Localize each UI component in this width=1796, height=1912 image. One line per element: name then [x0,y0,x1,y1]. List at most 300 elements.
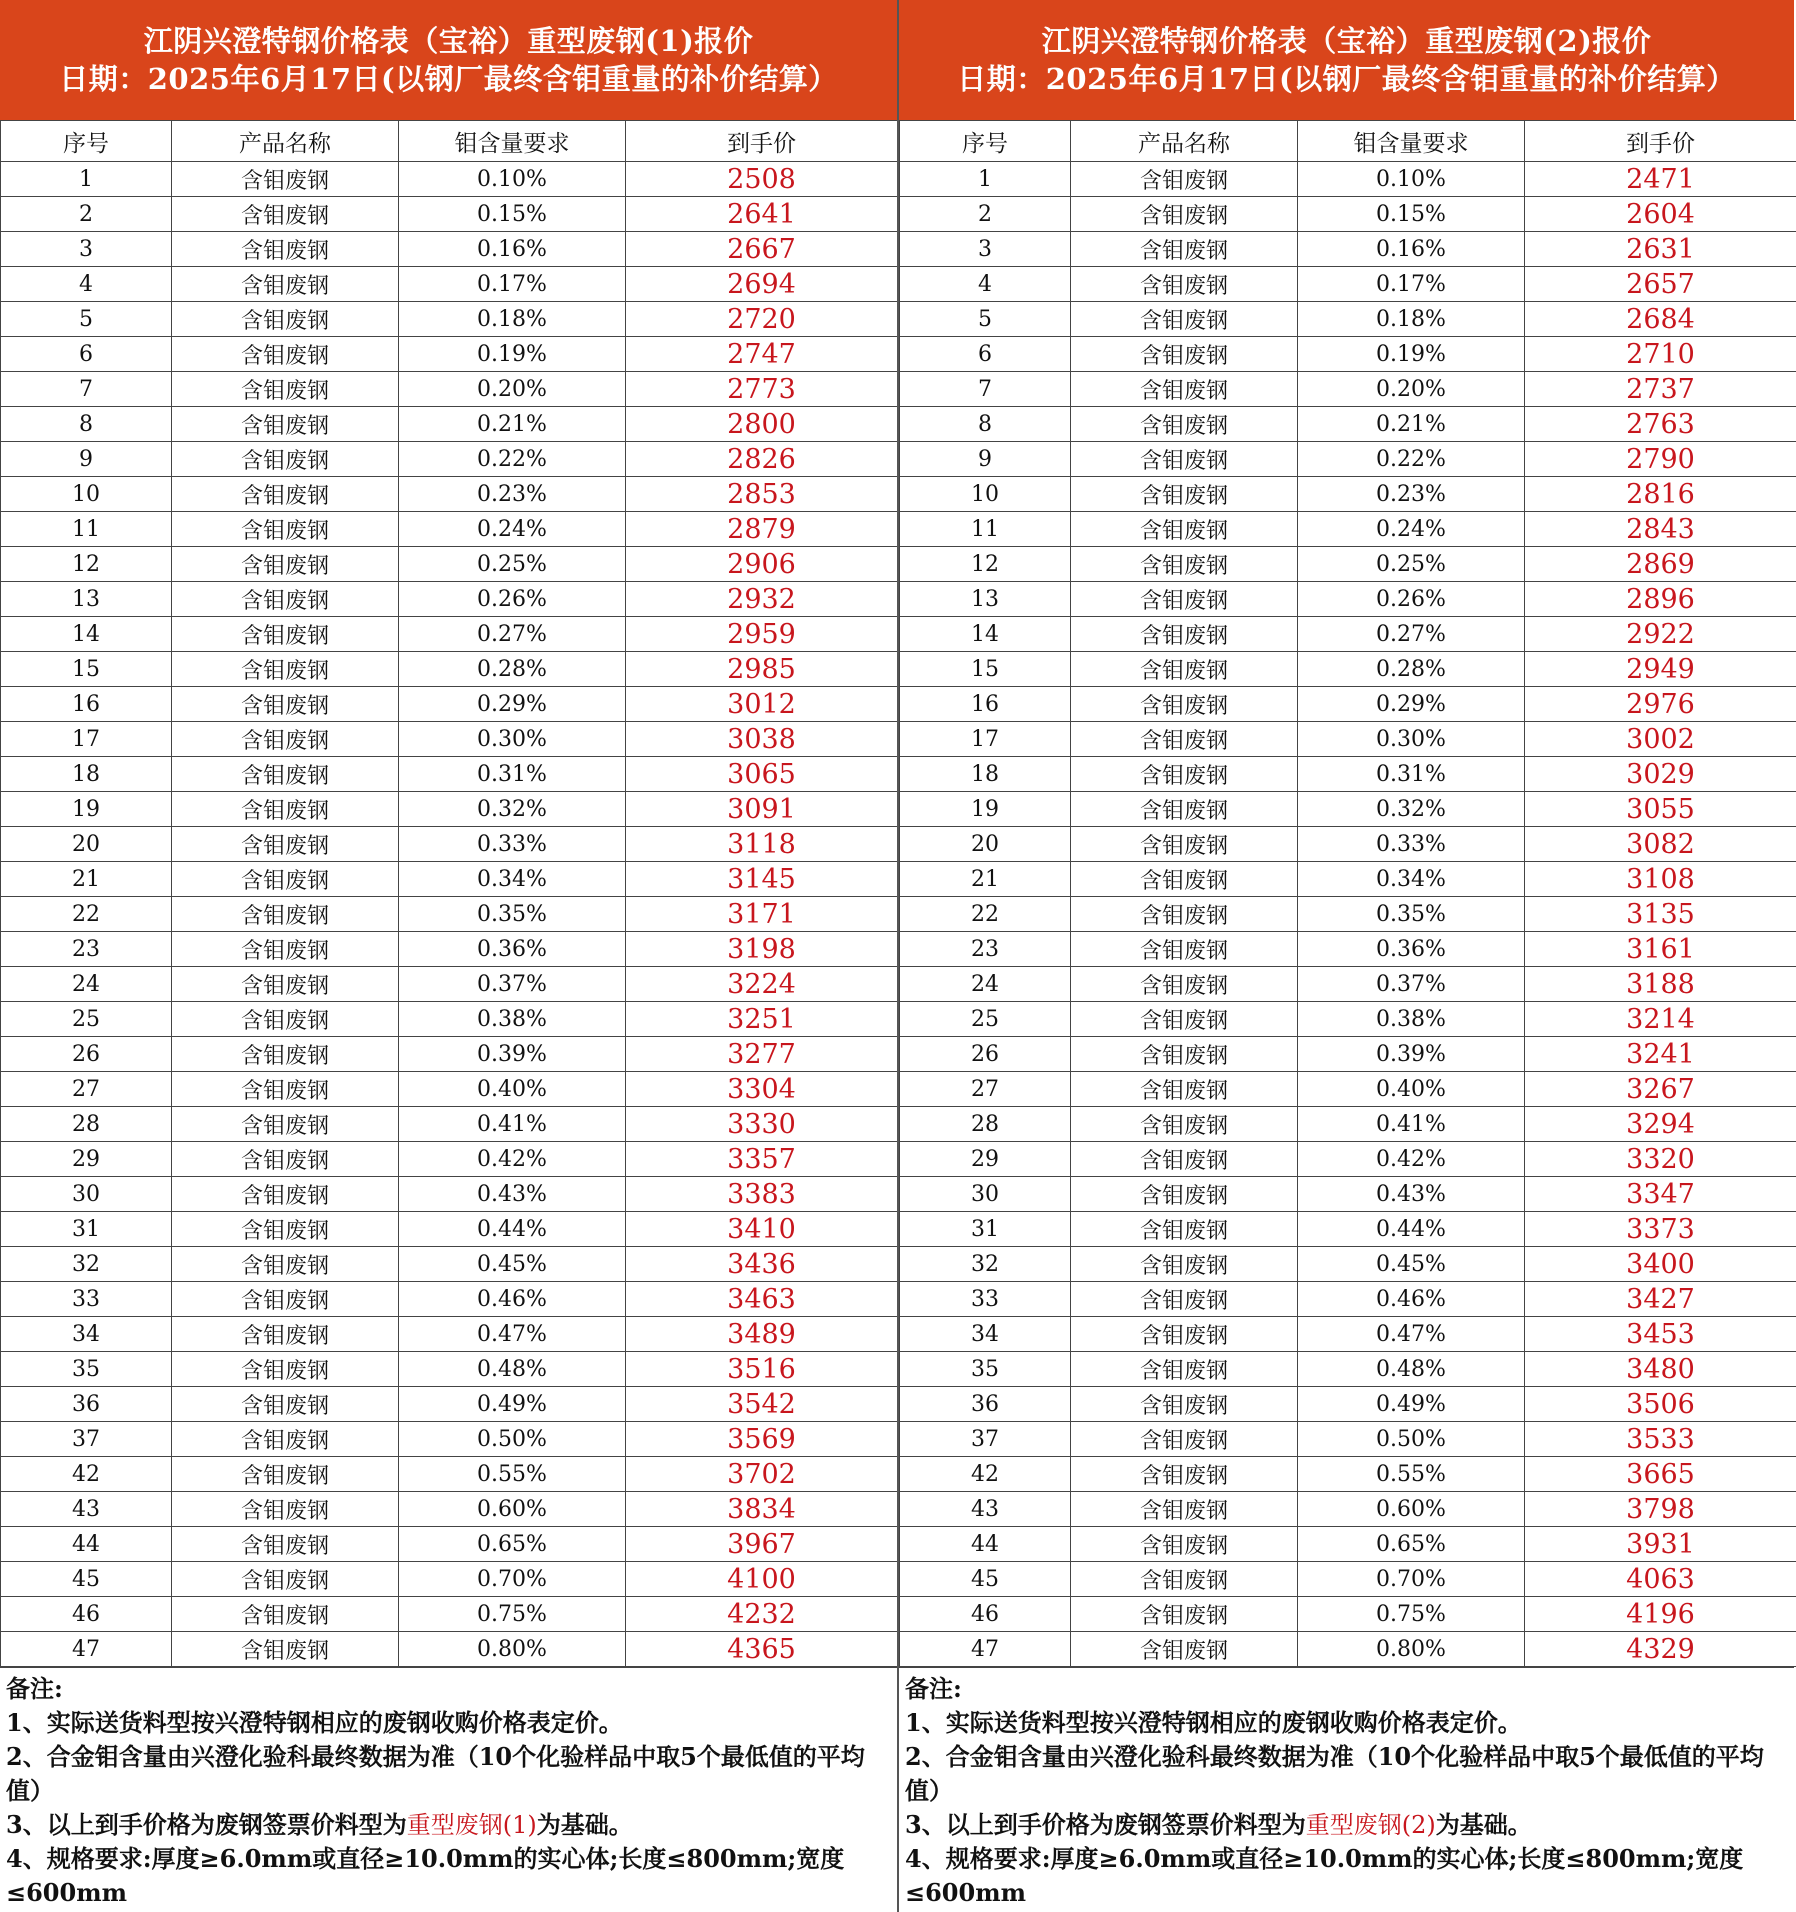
panel-title: 江阴兴澄特钢价格表（宝裕）重型废钢(2)报价 [1041,24,1652,58]
cell-product-name: 含钼废钢 [172,932,399,967]
cell-product-name: 含钼废钢 [172,652,399,687]
cell-price: 2976 [1525,687,1796,722]
cell-product-name: 含钼废钢 [172,232,399,267]
cell-mo-content: 0.15% [399,197,626,232]
cell-index: 36 [900,1387,1071,1422]
cell-mo-content: 0.36% [399,932,626,967]
cell-product-name: 含钼废钢 [1071,722,1298,757]
table-row [900,757,1796,792]
table-row [900,1457,1796,1492]
cell-mo-content: 0.75% [1298,1597,1525,1632]
cell-price: 3330 [626,1107,898,1142]
cell-mo-content: 0.47% [1298,1317,1525,1352]
cell-mo-content: 0.49% [399,1387,626,1422]
cell-index: 25 [900,1002,1071,1037]
cell-index: 18 [1,757,172,792]
cell-product-name: 含钼废钢 [1071,617,1298,652]
cell-index: 45 [900,1562,1071,1597]
cell-mo-content: 0.17% [399,267,626,302]
cell-index: 6 [900,337,1071,372]
cell-price: 3463 [626,1282,898,1317]
table-row [900,1072,1796,1107]
cell-index: 26 [900,1037,1071,1072]
table-row [1,372,898,407]
table-row [1,1177,898,1212]
cell-index: 3 [900,232,1071,267]
col-header-product: 产品名称 [1071,121,1298,162]
cell-mo-content: 0.40% [399,1072,626,1107]
cell-index: 2 [1,197,172,232]
table-row [1,617,898,652]
col-header-price: 到手价 [1525,121,1796,162]
cell-price: 2720 [626,302,898,337]
cell-mo-content: 0.10% [1298,162,1525,197]
cell-mo-content: 0.20% [399,372,626,407]
cell-product-name: 含钼废钢 [172,827,399,862]
cell-product-name: 含钼废钢 [172,722,399,757]
cell-product-name: 含钼废钢 [172,512,399,547]
cell-index: 20 [900,827,1071,862]
cell-mo-content: 0.17% [1298,267,1525,302]
note-2: 2、合金钼含量由兴澄化验科最终数据为准（10个化验样品中取5个最低值的平均值） [905,1742,1764,1805]
cell-mo-content: 0.20% [1298,372,1525,407]
cell-mo-content: 0.46% [399,1282,626,1317]
cell-mo-content: 0.55% [399,1457,626,1492]
cell-price: 3091 [626,792,898,827]
cell-price: 2959 [626,617,898,652]
table-row [900,267,1796,302]
cell-index: 7 [900,372,1071,407]
cell-index: 10 [1,477,172,512]
note-3-suffix: 为基础。 [536,1810,633,1839]
cell-index: 37 [1,1422,172,1457]
cell-mo-content: 0.80% [1298,1632,1525,1667]
table-row [1,582,898,617]
col-header-price: 到手价 [626,121,898,162]
cell-product-name: 含钼废钢 [172,617,399,652]
cell-mo-content: 0.21% [399,407,626,442]
cell-product-name: 含钼废钢 [172,757,399,792]
note-4: 4、规格要求:厚度≥6.0mm或直径≥10.0mm的实心体;长度≤800mm;宽度≤600mm [6,1844,845,1907]
cell-price: 2508 [626,162,898,197]
notes-section [0,1667,897,1912]
cell-mo-content: 0.60% [399,1492,626,1527]
cell-product-name: 含钼废钢 [1071,1247,1298,1282]
table-row [900,1352,1796,1387]
cell-index: 15 [900,652,1071,687]
cell-product-name: 含钼废钢 [1071,1142,1298,1177]
table-row [1,1527,898,1562]
cell-index: 11 [900,512,1071,547]
table-row [1,1317,898,1352]
cell-product-name: 含钼废钢 [1071,1317,1298,1352]
cell-index: 18 [900,757,1071,792]
table-row [1,967,898,1002]
cell-price: 2710 [1525,337,1796,372]
table-row [1,477,898,512]
cell-price: 3188 [1525,967,1796,1002]
price-table [899,120,1796,1667]
table-row [900,897,1796,932]
cell-mo-content: 0.60% [1298,1492,1525,1527]
table-row [1,932,898,967]
cell-price: 3002 [1525,722,1796,757]
cell-price: 3542 [626,1387,898,1422]
cell-price: 2879 [626,512,898,547]
note-1: 1、实际送货料型按兴澄特钢相应的废钢收购价格表定价。 [6,1708,623,1737]
cell-mo-content: 0.27% [399,617,626,652]
cell-price: 3135 [1525,897,1796,932]
cell-index: 6 [1,337,172,372]
cell-product-name: 含钼废钢 [1071,1422,1298,1457]
table-row [900,1597,1796,1632]
cell-price: 3065 [626,757,898,792]
cell-index: 28 [1,1107,172,1142]
cell-index: 22 [1,897,172,932]
cell-mo-content: 0.70% [399,1562,626,1597]
cell-index: 21 [900,862,1071,897]
table-row [1,1492,898,1527]
table-row [1,652,898,687]
cell-mo-content: 0.21% [1298,407,1525,442]
cell-price: 2471 [1525,162,1796,197]
cell-mo-content: 0.29% [1298,687,1525,722]
cell-product-name: 含钼废钢 [1071,1387,1298,1422]
table-row [1,407,898,442]
cell-product-name: 含钼废钢 [172,1457,399,1492]
cell-price: 3347 [1525,1177,1796,1212]
cell-index: 26 [1,1037,172,1072]
cell-price: 3294 [1525,1107,1796,1142]
cell-price: 3108 [1525,862,1796,897]
cell-index: 10 [900,477,1071,512]
cell-index: 24 [900,967,1071,1002]
cell-mo-content: 0.31% [399,757,626,792]
cell-mo-content: 0.48% [399,1352,626,1387]
table-row [1,162,898,197]
cell-product-name: 含钼废钢 [1071,582,1298,617]
cell-product-name: 含钼废钢 [1071,267,1298,302]
cell-product-name: 含钼废钢 [172,1177,399,1212]
cell-index: 43 [900,1492,1071,1527]
cell-product-name: 含钼废钢 [1071,442,1298,477]
cell-price: 2684 [1525,302,1796,337]
table-row [900,1527,1796,1562]
table-row [1,862,898,897]
cell-price: 3161 [1525,932,1796,967]
cell-index: 47 [900,1632,1071,1667]
cell-index: 36 [1,1387,172,1422]
cell-mo-content: 0.32% [1298,792,1525,827]
cell-product-name: 含钼废钢 [1071,967,1298,1002]
cell-index: 24 [1,967,172,1002]
table-row [900,792,1796,827]
cell-product-name: 含钼废钢 [1071,1002,1298,1037]
cell-product-name: 含钼废钢 [1071,162,1298,197]
table-row [1,1002,898,1037]
cell-product-name: 含钼废钢 [172,1527,399,1562]
cell-mo-content: 0.26% [399,582,626,617]
table-row [1,197,898,232]
cell-mo-content: 0.10% [399,162,626,197]
cell-price: 2932 [626,582,898,617]
cell-product-name: 含钼废钢 [172,1247,399,1282]
cell-mo-content: 0.50% [1298,1422,1525,1457]
cell-price: 3198 [626,932,898,967]
cell-product-name: 含钼废钢 [1071,232,1298,267]
cell-price: 2949 [1525,652,1796,687]
table-row [900,1387,1796,1422]
cell-product-name: 含钼废钢 [1071,1597,1298,1632]
cell-index: 23 [900,932,1071,967]
price-panel-1 [0,0,897,1912]
cell-product-name: 含钼废钢 [172,1352,399,1387]
cell-mo-content: 0.44% [1298,1212,1525,1247]
table-row [1,1072,898,1107]
cell-index: 19 [900,792,1071,827]
cell-mo-content: 0.70% [1298,1562,1525,1597]
cell-index: 45 [1,1562,172,1597]
table-row [900,1177,1796,1212]
panel-header [0,0,897,120]
table-row [900,1107,1796,1142]
note-3 [905,1808,1788,1842]
cell-product-name: 含钼废钢 [1071,407,1298,442]
cell-mo-content: 0.33% [1298,827,1525,862]
cell-mo-content: 0.39% [1298,1037,1525,1072]
cell-product-name: 含钼废钢 [1071,512,1298,547]
note-1: 1、实际送货料型按兴澄特钢相应的废钢收购价格表定价。 [905,1708,1522,1737]
cell-product-name: 含钼废钢 [172,792,399,827]
cell-price: 3038 [626,722,898,757]
table-row [1,442,898,477]
cell-mo-content: 0.22% [1298,442,1525,477]
note-2: 2、合金钼含量由兴澄化验科最终数据为准（10个化验样品中取5个最低值的平均值） [6,1742,865,1805]
cell-product-name: 含钼废钢 [1071,1037,1298,1072]
cell-price: 3665 [1525,1457,1796,1492]
cell-index: 33 [900,1282,1071,1317]
cell-index: 25 [1,1002,172,1037]
table-row [1,1457,898,1492]
cell-product-name: 含钼废钢 [1071,792,1298,827]
cell-index: 34 [1,1317,172,1352]
cell-price: 3569 [626,1422,898,1457]
cell-index: 34 [900,1317,1071,1352]
cell-mo-content: 0.18% [399,302,626,337]
cell-index: 35 [900,1352,1071,1387]
cell-price: 2694 [626,267,898,302]
table-row [1,267,898,302]
cell-mo-content: 0.30% [1298,722,1525,757]
cell-mo-content: 0.34% [1298,862,1525,897]
cell-price: 3834 [626,1492,898,1527]
cell-price: 3241 [1525,1037,1796,1072]
note-3-text: 3、以上到手价格为废钢签票价料型为 [905,1810,1306,1839]
col-header-index: 序号 [1,121,172,162]
cell-product-name: 含钼废钢 [172,1072,399,1107]
table-row [900,617,1796,652]
cell-price: 3277 [626,1037,898,1072]
cell-price: 3224 [626,967,898,1002]
cell-index: 16 [1,687,172,722]
cell-product-name: 含钼废钢 [172,197,399,232]
cell-price: 3427 [1525,1282,1796,1317]
cell-price: 2906 [626,547,898,582]
cell-price: 2604 [1525,197,1796,232]
cell-index: 8 [900,407,1071,442]
cell-price: 2896 [1525,582,1796,617]
cell-index: 13 [900,582,1071,617]
notes-section [899,1667,1794,1912]
cell-mo-content: 0.22% [399,442,626,477]
note-3-suffix: 为基础。 [1435,1810,1532,1839]
cell-index: 43 [1,1492,172,1527]
cell-price: 3931 [1525,1527,1796,1562]
cell-product-name: 含钼废钢 [172,1142,399,1177]
cell-price: 2747 [626,337,898,372]
cell-price: 2985 [626,652,898,687]
table-row [1,1422,898,1457]
table-header-row [1,121,898,162]
cell-product-name: 含钼废钢 [1071,827,1298,862]
table-row [900,722,1796,757]
table-row [900,232,1796,267]
note-3-text: 3、以上到手价格为废钢签票价料型为 [6,1810,407,1839]
table-row [1,1387,898,1422]
cell-price: 3373 [1525,1212,1796,1247]
table-row [1,792,898,827]
cell-mo-content: 0.35% [1298,897,1525,932]
table-row [900,1562,1796,1597]
cell-price: 3506 [1525,1387,1796,1422]
cell-index: 14 [1,617,172,652]
table-header-row [900,121,1796,162]
table-row [1,827,898,862]
cell-mo-content: 0.46% [1298,1282,1525,1317]
cell-index: 27 [1,1072,172,1107]
cell-product-name: 含钼废钢 [172,862,399,897]
cell-index: 1 [900,162,1071,197]
table-row [1,547,898,582]
cell-price: 2631 [1525,232,1796,267]
cell-product-name: 含钼废钢 [172,1492,399,1527]
table-row [900,862,1796,897]
table-row [900,932,1796,967]
cell-mo-content: 0.16% [1298,232,1525,267]
col-header-product: 产品名称 [172,121,399,162]
cell-product-name: 含钼废钢 [172,1597,399,1632]
price-panel-2 [897,0,1794,1912]
cell-mo-content: 0.38% [1298,1002,1525,1037]
cell-index: 35 [1,1352,172,1387]
cell-mo-content: 0.48% [1298,1352,1525,1387]
cell-product-name: 含钼废钢 [1071,1107,1298,1142]
cell-index: 5 [900,302,1071,337]
cell-index: 17 [1,722,172,757]
cell-mo-content: 0.37% [399,967,626,1002]
notes-label: 备注: [6,1674,63,1703]
cell-price: 3118 [626,827,898,862]
cell-product-name: 含钼废钢 [1071,1632,1298,1667]
table-row [900,687,1796,722]
table-row [900,512,1796,547]
cell-price: 3012 [626,687,898,722]
cell-product-name: 含钼废钢 [172,407,399,442]
cell-price: 2737 [1525,372,1796,407]
cell-price: 4063 [1525,1562,1796,1597]
cell-index: 21 [1,862,172,897]
cell-price: 3029 [1525,757,1796,792]
cell-index: 17 [900,722,1071,757]
notes-label: 备注: [905,1674,962,1703]
table-row [1,687,898,722]
cell-mo-content: 0.44% [399,1212,626,1247]
cell-product-name: 含钼废钢 [172,897,399,932]
cell-index: 29 [900,1142,1071,1177]
cell-mo-content: 0.15% [1298,197,1525,232]
table-row [900,372,1796,407]
cell-price: 3082 [1525,827,1796,862]
cell-product-name: 含钼废钢 [172,267,399,302]
cell-index: 37 [900,1422,1071,1457]
cell-price: 3489 [626,1317,898,1352]
cell-price: 3214 [1525,1002,1796,1037]
cell-product-name: 含钼废钢 [172,1002,399,1037]
cell-product-name: 含钼废钢 [1071,1282,1298,1317]
cell-product-name: 含钼废钢 [172,442,399,477]
table-row [1,897,898,932]
cell-price: 3171 [626,897,898,932]
cell-mo-content: 0.24% [1298,512,1525,547]
table-row [900,1282,1796,1317]
cell-index: 9 [1,442,172,477]
cell-price: 2763 [1525,407,1796,442]
cell-price: 2773 [626,372,898,407]
table-row [900,1002,1796,1037]
cell-price: 3453 [1525,1317,1796,1352]
cell-index: 29 [1,1142,172,1177]
cell-product-name: 含钼废钢 [172,162,399,197]
table-row [900,1632,1796,1667]
cell-price: 4365 [626,1632,898,1667]
cell-product-name: 含钼废钢 [172,1107,399,1142]
cell-mo-content: 0.16% [399,232,626,267]
table-row [900,1142,1796,1177]
col-header-mo-content: 钼含量要求 [399,121,626,162]
cell-product-name: 含钼废钢 [172,967,399,1002]
cell-mo-content: 0.27% [1298,617,1525,652]
cell-price: 2816 [1525,477,1796,512]
cell-product-name: 含钼废钢 [1071,652,1298,687]
table-row [1,757,898,792]
table-row [900,1037,1796,1072]
cell-price: 3480 [1525,1352,1796,1387]
table-row [1,1247,898,1282]
cell-mo-content: 0.38% [399,1002,626,1037]
cell-index: 33 [1,1282,172,1317]
cell-mo-content: 0.80% [399,1632,626,1667]
cell-index: 16 [900,687,1071,722]
cell-price: 4100 [626,1562,898,1597]
cell-index: 42 [1,1457,172,1492]
cell-mo-content: 0.43% [1298,1177,1525,1212]
cell-mo-content: 0.36% [1298,932,1525,967]
cell-index: 9 [900,442,1071,477]
cell-index: 11 [1,512,172,547]
table-row [900,162,1796,197]
cell-price: 2657 [1525,267,1796,302]
cell-index: 7 [1,372,172,407]
